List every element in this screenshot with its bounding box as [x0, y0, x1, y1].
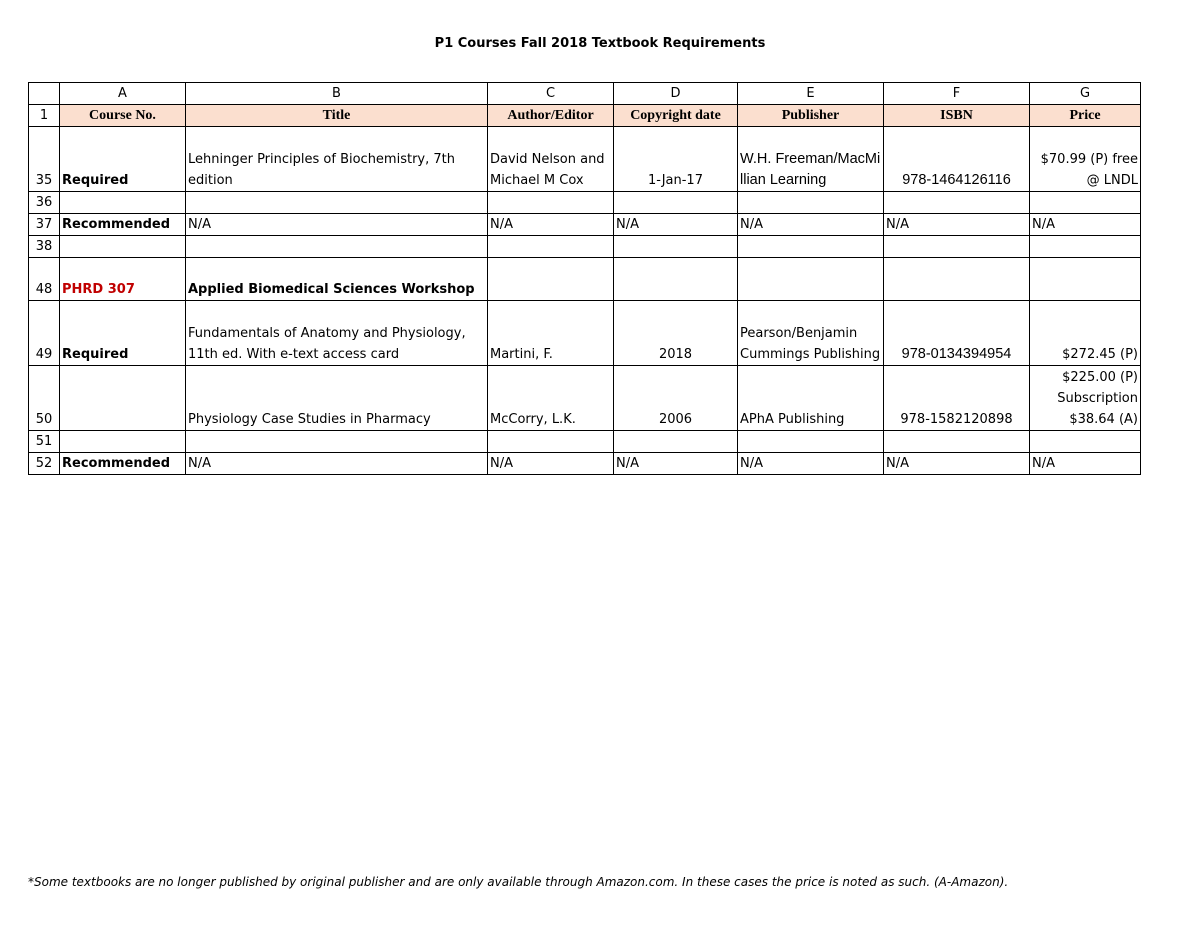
header-copyright: Copyright date	[614, 105, 738, 127]
column-letter: E	[738, 83, 884, 105]
row-number: 49	[29, 301, 60, 366]
column-letter: C	[488, 83, 614, 105]
publisher-cell: N/A	[738, 214, 884, 236]
copyright-cell: 1-Jan-17	[614, 127, 738, 192]
table-row	[29, 453, 1141, 475]
price-cell: N/A	[1030, 453, 1141, 475]
author-cell	[488, 236, 614, 258]
page-title: P1 Courses Fall 2018 Textbook Requirements	[434, 36, 766, 51]
author-cell: N/A	[488, 453, 614, 475]
copyright-cell	[614, 236, 738, 258]
header-course: Course No.	[60, 105, 186, 127]
title-cell: Lehninger Principles of Biochemistry, 7th edition	[186, 127, 488, 192]
title-cell	[186, 192, 488, 214]
row-number: 48	[29, 258, 60, 301]
copyright-cell: N/A	[614, 453, 738, 475]
price-cell	[1030, 192, 1141, 214]
header-publisher: Publisher	[738, 105, 884, 127]
publisher-cell: N/A	[738, 453, 884, 475]
price-cell: N/A	[1030, 214, 1141, 236]
publisher-cell	[738, 192, 884, 214]
column-letter: D	[614, 83, 738, 105]
header-title: Title	[186, 105, 488, 127]
row-number: 37	[29, 214, 60, 236]
publisher-cell	[738, 431, 884, 453]
row-number: 52	[29, 453, 60, 475]
corner-cell	[29, 83, 60, 105]
column-letter: F	[884, 83, 1030, 105]
course-cell	[60, 366, 186, 431]
copyright-cell: 2006	[614, 366, 738, 431]
isbn-cell: 978-1464126116	[884, 127, 1030, 192]
isbn-cell	[884, 258, 1030, 301]
textbook-table	[28, 82, 1141, 475]
row-number: 50	[29, 366, 60, 431]
table-row	[29, 301, 1141, 366]
author-cell	[488, 431, 614, 453]
title-cell: Fundamentals of Anatomy and Physiology, 11th ed. With e-text access card	[186, 301, 488, 366]
author-cell: McCorry, L.K.	[488, 366, 614, 431]
title-cell: Physiology Case Studies in Pharmacy	[186, 366, 488, 431]
isbn-cell	[884, 236, 1030, 258]
header-isbn: ISBN	[884, 105, 1030, 127]
author-cell: N/A	[488, 214, 614, 236]
title-cell	[186, 431, 488, 453]
table-row	[29, 366, 1141, 431]
footnote: *Some textbooks are no longer published by original publisher and are only available through Amazon.com. In these cases the price is noted as such. (A-Amazon).	[28, 875, 1009, 889]
course-cell	[60, 431, 186, 453]
column-letter: B	[186, 83, 488, 105]
table-row	[29, 127, 1141, 192]
header-row	[29, 105, 1141, 127]
author-cell: Martini, F.	[488, 301, 614, 366]
row-number: 1	[29, 105, 60, 127]
copyright-cell: N/A	[614, 214, 738, 236]
publisher-cell	[738, 236, 884, 258]
course-cell: Recommended	[60, 214, 186, 236]
price-cell	[1030, 236, 1141, 258]
title-cell: N/A	[186, 214, 488, 236]
course-code-cell: PHRD 307	[60, 258, 186, 301]
column-letter-row	[29, 83, 1141, 105]
row-number: 36	[29, 192, 60, 214]
author-cell: David Nelson and Michael M Cox	[488, 127, 614, 192]
row-number: 38	[29, 236, 60, 258]
publisher-cell: APhA Publishing	[738, 366, 884, 431]
table-row	[29, 236, 1141, 258]
price-cell: $70.99 (P) free @ LNDL	[1030, 127, 1141, 192]
course-cell	[60, 192, 186, 214]
course-cell	[60, 236, 186, 258]
table-row	[29, 214, 1141, 236]
header-price: Price	[1030, 105, 1141, 127]
column-letter: G	[1030, 83, 1141, 105]
author-cell	[488, 258, 614, 301]
course-cell: Required	[60, 301, 186, 366]
table-row	[29, 192, 1141, 214]
publisher-cell: Pearson/Benjamin Cummings Publishing	[738, 301, 884, 366]
course-cell: Recommended	[60, 453, 186, 475]
price-cell	[1030, 431, 1141, 453]
row-number: 35	[29, 127, 60, 192]
course-cell: Required	[60, 127, 186, 192]
copyright-cell	[614, 431, 738, 453]
isbn-cell: N/A	[884, 214, 1030, 236]
table-row	[29, 431, 1141, 453]
isbn-cell	[884, 192, 1030, 214]
isbn-cell: 978-0134394954	[884, 301, 1030, 366]
table-row	[29, 258, 1141, 301]
row-number: 51	[29, 431, 60, 453]
copyright-cell	[614, 258, 738, 301]
isbn-cell: N/A	[884, 453, 1030, 475]
price-cell	[1030, 258, 1141, 301]
price-cell: $272.45 (P)	[1030, 301, 1141, 366]
isbn-cell: 978-1582120898	[884, 366, 1030, 431]
column-letter: A	[60, 83, 186, 105]
isbn-cell	[884, 431, 1030, 453]
title-cell: N/A	[186, 453, 488, 475]
publisher-cell	[738, 258, 884, 301]
title-cell	[186, 236, 488, 258]
copyright-cell: 2018	[614, 301, 738, 366]
header-author: Author/Editor	[488, 105, 614, 127]
title-cell: Applied Biomedical Sciences Workshop	[186, 258, 488, 301]
author-cell	[488, 192, 614, 214]
copyright-cell	[614, 192, 738, 214]
price-cell: $225.00 (P) Subscription $38.64 (A)	[1030, 366, 1141, 431]
publisher-cell: W.H. Freeman/MacMillian Learning	[738, 127, 884, 192]
